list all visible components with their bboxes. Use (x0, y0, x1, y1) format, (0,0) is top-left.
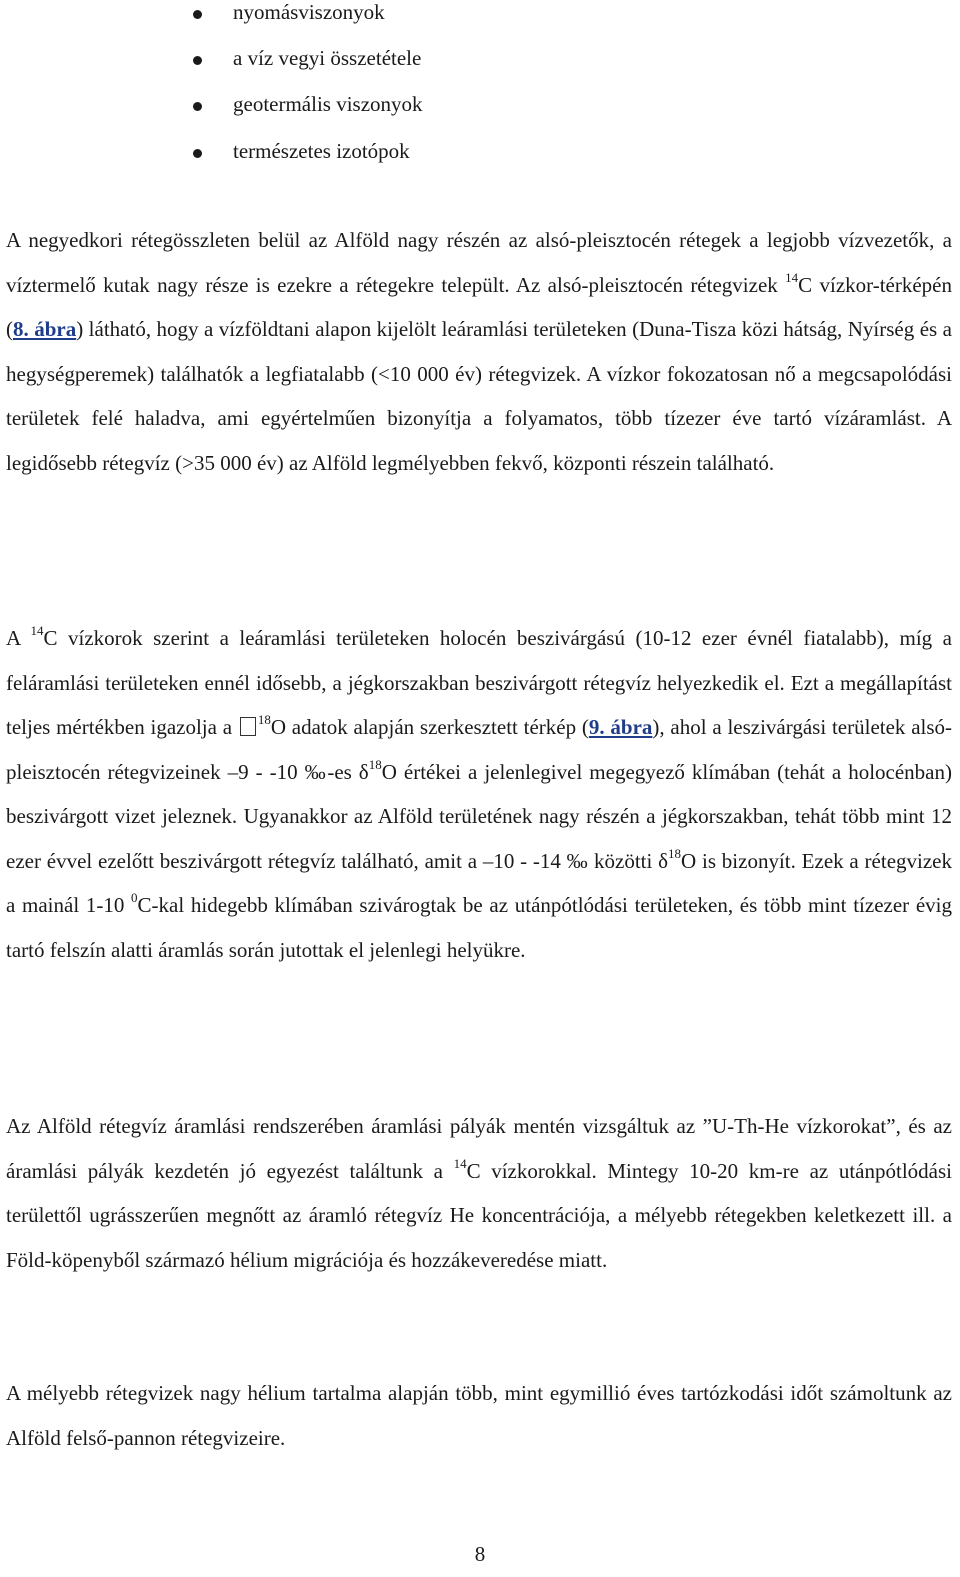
bullet-dot-icon (193, 149, 202, 158)
paragraph-3 (6, 1104, 952, 1282)
superscript: 14 (785, 269, 799, 285)
superscript: 18 (368, 756, 382, 772)
text-run: C vízkorokkal. Mintegy 10-20 km-re az utánpótlódási területtől ugrásszerűen megnőtt az áramló rétegvíz He koncentrációja, a mélyebb rétegekben keletkezett ill. a Föld-köpenyből származó hélium migrációja és hozzákeveredése miatt. (6, 1158, 952, 1272)
text-run: O értékei a jelenlegivel megegyező klímában (tehát a holocénban) beszivárgott vizet jeleznek. Ugyanakkor az Alföld területének nagy részén a jégkorszakban, tehát több mint 12 ezer évvel ezelőtt beszivárgott rétegvíz található, amit a –10 - -14 ‰ közötti δ (6, 759, 952, 873)
superscript: 14 (453, 1155, 467, 1171)
superscript: 18 (257, 712, 271, 727)
text-run: A mélyebb rétegvizek nagy hélium tartalma alapján több, mint egymillió éves tartózkodási időt számoltunk az Alföld felső-pannon rétegvizeire. (6, 1381, 952, 1450)
paragraph-1 (6, 218, 952, 485)
superscript: 14 (30, 623, 44, 638)
bullet-label: a víz vegyi összetétele (233, 46, 422, 70)
text-run: O adatok alapján szerkesztett térkép ( (270, 715, 589, 739)
figure-8-link[interactable]: 8. ábra (13, 317, 77, 341)
bullet-dot-icon (193, 102, 202, 111)
paragraph-4 (6, 1371, 952, 1460)
bullet-label: természetes izotópok (233, 139, 410, 163)
figure-9-link[interactable]: 9. ábra (588, 715, 653, 739)
text-run: C-kal hidegebb klímában szivárogtak be az utánpótlódási területeken, és több mint tízezer évig tartó felszín alatti áramlás során jutottak el jelenlegi helyükre. (6, 893, 952, 962)
text-run: ), ahol a leszivárgási területek alsó-pleisztocén rétegvizeinek –9 - -10 ‰-es δ (6, 715, 953, 784)
text-run: C vízkorok szerint a leáramlási területeken holocén beszivárgású (10-12 ezer évnél fiatalabb), míg a feláramlási területeken ennél idősebb, a jégkorszakban beszivárgott rétegvíz helyezkedik el. Ezt a megállapítást teljes mértékben igazolja a (6, 626, 952, 739)
text-run: A negyedkori rétegösszleten belül az Alföld nagy részén az alsó-pleisztocén rétegek a legjobb vízvezetők, a víztermelő kutak nagy része is ezekre a rétegekre települt. Az alsó-pleisztocén rétegvizek (6, 228, 952, 297)
bullet-dot-icon (193, 56, 202, 65)
text-run: A (6, 626, 31, 650)
text-run: O is bizonyít. Ezek a rétegvizek a mainál 1-10 (6, 848, 952, 917)
superscript: 0 (131, 890, 138, 905)
missing-glyph-icon (240, 717, 256, 736)
bullet-label: geotermális viszonyok (233, 92, 423, 116)
paragraph-2 (6, 616, 952, 972)
bullet-label: nyomásviszonyok (233, 0, 385, 24)
superscript: 18 (668, 845, 682, 861)
text-run: Az Alföld rétegvíz áramlási rendszerében áramlási pályák mentén vizsgáltuk az ”U-Th-He vízkorokat”, és az áramlási pályák kezdetén jó egyezést találtunk a (6, 1114, 952, 1183)
page-number: 8 (474, 1542, 486, 1566)
bullet-dot-icon (193, 10, 202, 19)
text-run: C vízkor-térképén ( (6, 272, 952, 341)
text-run: ) látható, hogy a vízföldtani alapon kijelölt leáramlási területeken (Duna-Tisza közi hátság, Nyírség és a hegységperemek) találhatók a legfiatalabb (<10 000 év) rétegvizek. A vízkor fokozatosan nő a megcsapolódási területek felé haladva, ami egyértelműen bizonyítja a folyamatos, több tízezer éve tartó vízáramlást. A legidősebb rétegvíz (>35 000 év) az Alföld legmélyebben fekvő, központi részein található. (6, 317, 952, 475)
